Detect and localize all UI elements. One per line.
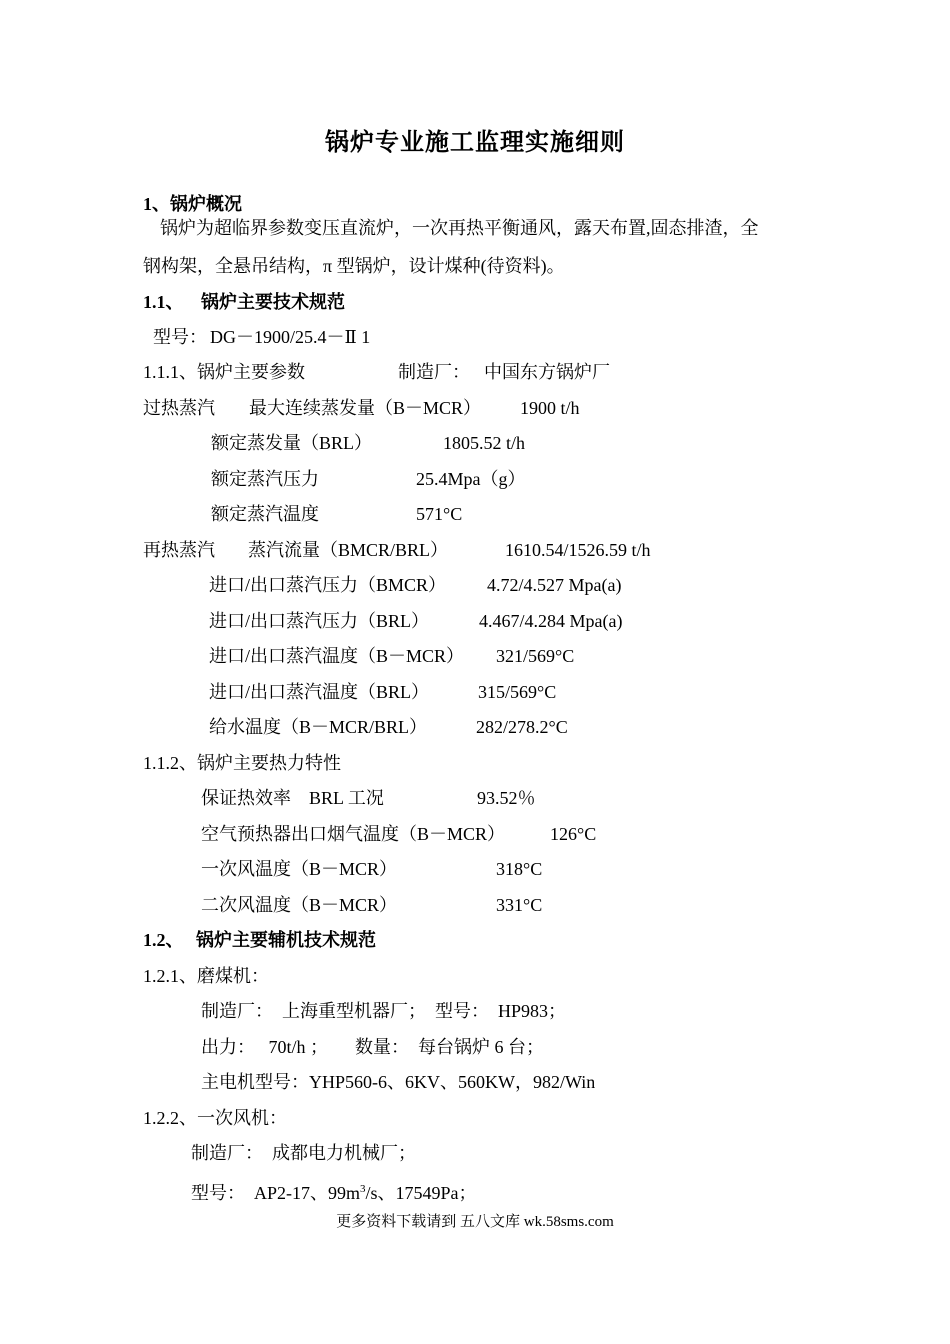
param-label: 给水温度（B－MCR/BRL） (209, 717, 428, 737)
section-1-2-heading: 锅炉主要辅机技术规范 (196, 930, 376, 950)
thermal-value: 318°C (496, 859, 543, 879)
thermal-value: 126°C (550, 824, 597, 844)
param-value: 315/569°C (478, 682, 557, 702)
param-value: 4.467/4.284 Mpa(a) (479, 611, 623, 631)
coal-mill-line-1: 制造厂： 上海重型机器厂； 型号： HP983； (201, 1001, 567, 1021)
param-value: 571°C (416, 504, 463, 524)
manufacturer-value: 中国东方锅炉厂 (484, 362, 610, 382)
superheat-label: 过热蒸汽 (143, 398, 215, 418)
thermal-value: 331°C (496, 895, 543, 915)
param-value: 321/569°C (496, 646, 575, 666)
param-label: 最大连续蒸发量（B－MCR） (249, 398, 482, 418)
thermal-value: 93.52％ (477, 788, 536, 808)
param-label: 额定蒸发量（BRL） (211, 433, 373, 453)
overview-paragraph-line-1: 锅炉为超临界参数变压直流炉，一次再热平衡通风，露天布置,固态排渣，全 (160, 218, 759, 238)
param-value: 4.72/4.527 Mpa(a) (487, 575, 622, 595)
primary-fan-line-2-b: /s、17549Pa； (365, 1183, 477, 1203)
param-value: 282/278.2°C (476, 717, 568, 737)
param-label: 蒸汽流量（BMCR/BRL） (248, 540, 449, 560)
footer-note: 更多资料下载请到 五八文库 wk.58sms.com (336, 1214, 614, 1230)
param-value: 1900 t/h (520, 398, 580, 418)
section-1-1-1-heading: 1.1.1、锅炉主要参数 (143, 362, 305, 382)
coal-mill-line-2: 出力： 70t/h ； 数量： 每台锅炉 6 台； (201, 1037, 545, 1057)
primary-fan-line-2-a: 型号： AP2-17、99m (191, 1183, 361, 1203)
param-value: 25.4Mpa（g） (416, 469, 526, 489)
reheat-label: 再热蒸汽 (143, 540, 215, 560)
model-value: DG－1900/25.4－Ⅱ 1 (210, 327, 371, 347)
model-label: 型号： (153, 327, 207, 347)
section-1-1-number: 1.1、 (143, 292, 184, 312)
coal-mill-line-3: 主电机型号：YHP560-6、6KV、560KW，982/Win (201, 1072, 596, 1092)
param-label: 进口/出口蒸汽温度（B－MCR） (209, 646, 465, 666)
param-label: 额定蒸汽温度 (211, 504, 319, 524)
param-value: 1610.54/1526.59 t/h (505, 540, 651, 560)
primary-fan-line-1: 制造厂： 成都电力机械厂； (191, 1143, 416, 1163)
overview-paragraph-line-2: 钢构架，全悬吊结构，π 型锅炉，设计煤种(待资料)。 (143, 256, 565, 276)
thermal-label: 一次风温度（B－MCR） (201, 859, 398, 879)
param-label: 进口/出口蒸汽温度（BRL） (209, 682, 430, 702)
param-label: 进口/出口蒸汽压力（BMCR） (209, 575, 447, 595)
section-1-1-2-heading: 1.1.2、锅炉主要热力特性 (143, 753, 341, 773)
section-1-2-1-heading: 1.2.1、磨煤机： (143, 966, 269, 986)
thermal-label: 空气预热器出口烟气温度（B－MCR） (201, 824, 506, 844)
param-value: 1805.52 t/h (443, 433, 526, 453)
superscript: 3 (360, 1183, 366, 1195)
thermal-label: 二次风温度（B－MCR） (201, 895, 398, 915)
primary-fan-line-2 (191, 1177, 477, 1205)
param-label: 进口/出口蒸汽压力（BRL） (209, 611, 430, 631)
section-1-2-2-heading: 1.2.2、一次风机： (143, 1108, 287, 1128)
param-label: 额定蒸汽压力 (211, 469, 319, 489)
section-1-heading: 1、锅炉概况 (143, 194, 242, 214)
thermal-label: 保证热效率 BRL 工况 (201, 788, 384, 808)
section-1-1-heading: 锅炉主要技术规范 (201, 292, 345, 312)
page-title: 锅炉专业施工监理实施细则 (325, 130, 625, 156)
section-1-2-number: 1.2、 (143, 930, 184, 950)
manufacturer-label: 制造厂： (398, 362, 470, 382)
